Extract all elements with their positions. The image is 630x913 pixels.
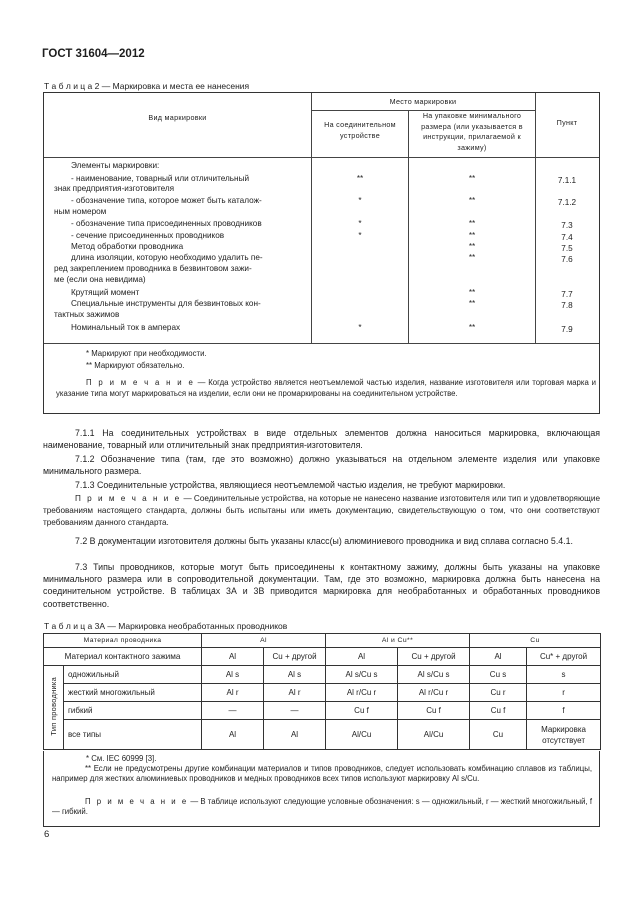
table-cell: Al s/Cu s — [326, 666, 398, 684]
paragraph-7-1-1: 7.1.1 На соединительных устройствах в виде отдельных элементов должна наноситься маркировка, включающая наименование, товарный или отличительный знак предприятия-изготовителя. — [43, 428, 600, 451]
device-mark: * — [358, 196, 362, 205]
table2-row-text: Номинальный ток в амперах — [71, 323, 181, 332]
material-header: Материал проводника — [44, 634, 202, 648]
row-label: одножильный — [64, 666, 202, 684]
clause-ref: 7.1.2 — [557, 198, 577, 207]
table2-row-text: знак предприятия-изготовителя — [54, 184, 175, 193]
table-cell: r — [527, 684, 601, 702]
clamp-cell: Al — [202, 648, 264, 666]
package-mark: ** — [468, 299, 476, 308]
paragraph-7-3: 7.3 Типы проводников, которые могут быть присоединены к контактному зажиму, должны быть указаны на упаковке минимального размера или в сопроводительной документации. Там, где это возможно, маркировка должна быть нанесена на соединительном устройстве. В таблицах 3А и 3В приводится маркировка для необработанных и обработанных проводников соответственно. — [43, 562, 600, 609]
col-package-header: На упаковке минимального размера (или указывается в инструкции, прилагаемой к зажиму) — [421, 111, 523, 152]
table2-row-text: - обозначение типа присоединенных проводников — [71, 219, 262, 228]
table-cell: Cu f — [470, 702, 527, 720]
table-cell: Al — [264, 720, 326, 750]
table-cell: Al/Cu — [398, 720, 470, 750]
table-cell: Al/Cu — [326, 720, 398, 750]
table-cell: Al r/Cu r — [326, 684, 398, 702]
cu-header: Cu — [470, 634, 601, 648]
clamp-cell: Al — [470, 648, 527, 666]
table3a-footnote-2: ** Если не предусмотрены другие комбинации материалов и типов проводников, следует использовать комбинацию сплавов из таблицы, например для жестких алюминиевых проводников и медных проводников всех типов используют маркировку Al s/Cu. — [52, 764, 592, 783]
clause-ref: 7.4 — [561, 232, 573, 242]
table-cell: Cu — [470, 720, 527, 750]
al-header: Al — [202, 634, 326, 648]
paragraph-7-1-3: 7.1.3 Соединительные устройства, являющиеся неотъемлемой частью изделия, не требуют маркировки. — [75, 480, 506, 490]
row-label: все типы — [64, 720, 202, 750]
table2-row-text: ред закреплением проводника в безвинтовом зажи- — [54, 264, 252, 273]
table-cell: Al r — [264, 684, 326, 702]
col-clause-header: Пункт — [556, 118, 578, 127]
package-mark: ** — [468, 230, 476, 240]
table-cell: — — [202, 702, 264, 720]
page-number: 6 — [44, 829, 50, 840]
table2-row-text: - обозначение типа, которое может быть каталож- — [71, 196, 262, 205]
row-label: жесткий многожильный — [64, 684, 202, 702]
package-mark: ** — [468, 219, 476, 228]
table2-row-text: длина изоляции, которую необходимо удалить пе- — [71, 253, 263, 262]
note-7-1-3: П р и м е ч а н и е — Соединительные устройства, на которые не нанесено название изготовителя или тип и удовлетворяющие требованиям настоящего стандарта, должны быть испытаны или иметь документацию, свидетельствующую о том, что они соответствуют требованиям данного стандарта. — [43, 494, 600, 527]
table2-row-text: - наименование, товарный или отличительный — [71, 173, 250, 183]
clause-ref: 7.7 — [561, 290, 573, 299]
table2-caption: Т а б л и ц а 2 — Маркировка и места ее нанесения — [44, 81, 250, 91]
package-mark: ** — [468, 288, 476, 297]
standard-header: ГОСТ 31604—2012 — [42, 48, 145, 60]
table-cell: Cu f — [326, 702, 398, 720]
row-label: гибкий — [64, 702, 202, 720]
table2-row-text: ме (если она невидима) — [54, 274, 146, 284]
package-mark: ** — [468, 173, 476, 183]
col-device-header: На соединительном устройстве — [324, 120, 396, 140]
clamp-cell: Cu + другой — [264, 648, 326, 666]
table-cell: Al s — [264, 666, 326, 684]
table2-footnote-2: ** Маркируют обязательно. — [86, 361, 185, 370]
device-mark: ** — [356, 173, 364, 183]
table-cell: s — [527, 666, 601, 684]
clause-ref: 7.5 — [561, 244, 573, 253]
clamp-cell: Cu + другой — [398, 648, 470, 666]
table2-row-text: Специальные инструменты для безвинтовых кон- — [71, 299, 261, 308]
device-mark: * — [358, 219, 362, 228]
table-cell: Al — [202, 720, 264, 750]
clamp-cell: Al — [326, 648, 398, 666]
table2-row-text: ным номером — [54, 206, 107, 216]
table2-note: П р и м е ч а н и е — Когда устройство является неотъемлемой частью изделия, название изготовителя или торговая марка и указание типа могут маркироваться на изделии, если они не промаркированы на соединительном устройстве. — [56, 378, 596, 398]
clause-ref: 7.6 — [561, 255, 573, 264]
clause-ref: 7.9 — [561, 325, 573, 334]
clamp-material-label: Материал контактного зажима — [44, 648, 202, 666]
table2 — [43, 92, 600, 414]
table-cell: Cu r — [470, 684, 527, 702]
clause-ref: 7.1.1 — [557, 175, 577, 185]
table-cell: — — [264, 702, 326, 720]
clamp-cell: Cu* + другой — [527, 648, 601, 666]
table-cell: Al r — [202, 684, 264, 702]
table-cell: Al r/Cu r — [398, 684, 470, 702]
table-cell: Cu s — [470, 666, 527, 684]
col-type-header: Вид маркировки — [148, 113, 207, 122]
table2-row-text: - сечение присоединенных проводников — [71, 230, 225, 240]
clause-ref: 7.3 — [561, 221, 573, 230]
table-cell: Al s/Cu s — [398, 666, 470, 684]
clause-ref: 7.8 — [561, 301, 573, 310]
table2-row-text: Крутящий момент — [71, 288, 140, 297]
table-cell: f — [527, 702, 601, 720]
conductor-type-side-label: Тип проводника — [44, 666, 64, 750]
package-mark: ** — [468, 242, 476, 251]
package-mark: ** — [468, 253, 476, 262]
table3a-footnote-1: * См. IEC 60999 [3]. — [86, 754, 157, 763]
table3a-footnotes — [43, 751, 600, 827]
table2-footnote-1: * Маркируют при необходимости. — [86, 349, 207, 358]
table3a — [43, 633, 601, 750]
table2-row-text: Метод обработки проводника — [71, 242, 184, 251]
package-mark: ** — [468, 196, 476, 205]
package-mark: ** — [468, 323, 476, 332]
device-mark: * — [358, 230, 362, 240]
device-mark: * — [358, 323, 362, 332]
alcu-header: Al и Cu** — [326, 634, 470, 648]
table-cell: Cu f — [398, 702, 470, 720]
table3a-note: П р и м е ч а н и е — В таблице используют следующие условные обозначения: s — одножильный, r — жесткий многожильный, f — гибкий. — [52, 797, 592, 816]
col-place-header: Место маркировки — [389, 97, 457, 106]
table-cell: Маркировка отсутствует — [527, 720, 601, 750]
paragraph-7-1-2: 7.1.2 Обозначение типа (там, где это возможно) должно указываться на отдельном элементе изделия или упаковке минимального размера. — [43, 454, 600, 477]
table2-row-text: Элементы маркировки: — [71, 161, 160, 170]
paragraph-7-2: 7.2 В документации изготовителя должны быть указаны класс(ы) алюминиевого проводника и вид сплава согласно 5.4.1. — [75, 536, 573, 546]
table3a-caption: Т а б л и ц а 3А — Маркировка необработанных проводников — [44, 621, 288, 631]
table2-row-text: тактных зажимов — [54, 310, 120, 319]
table-cell: Al s — [202, 666, 264, 684]
